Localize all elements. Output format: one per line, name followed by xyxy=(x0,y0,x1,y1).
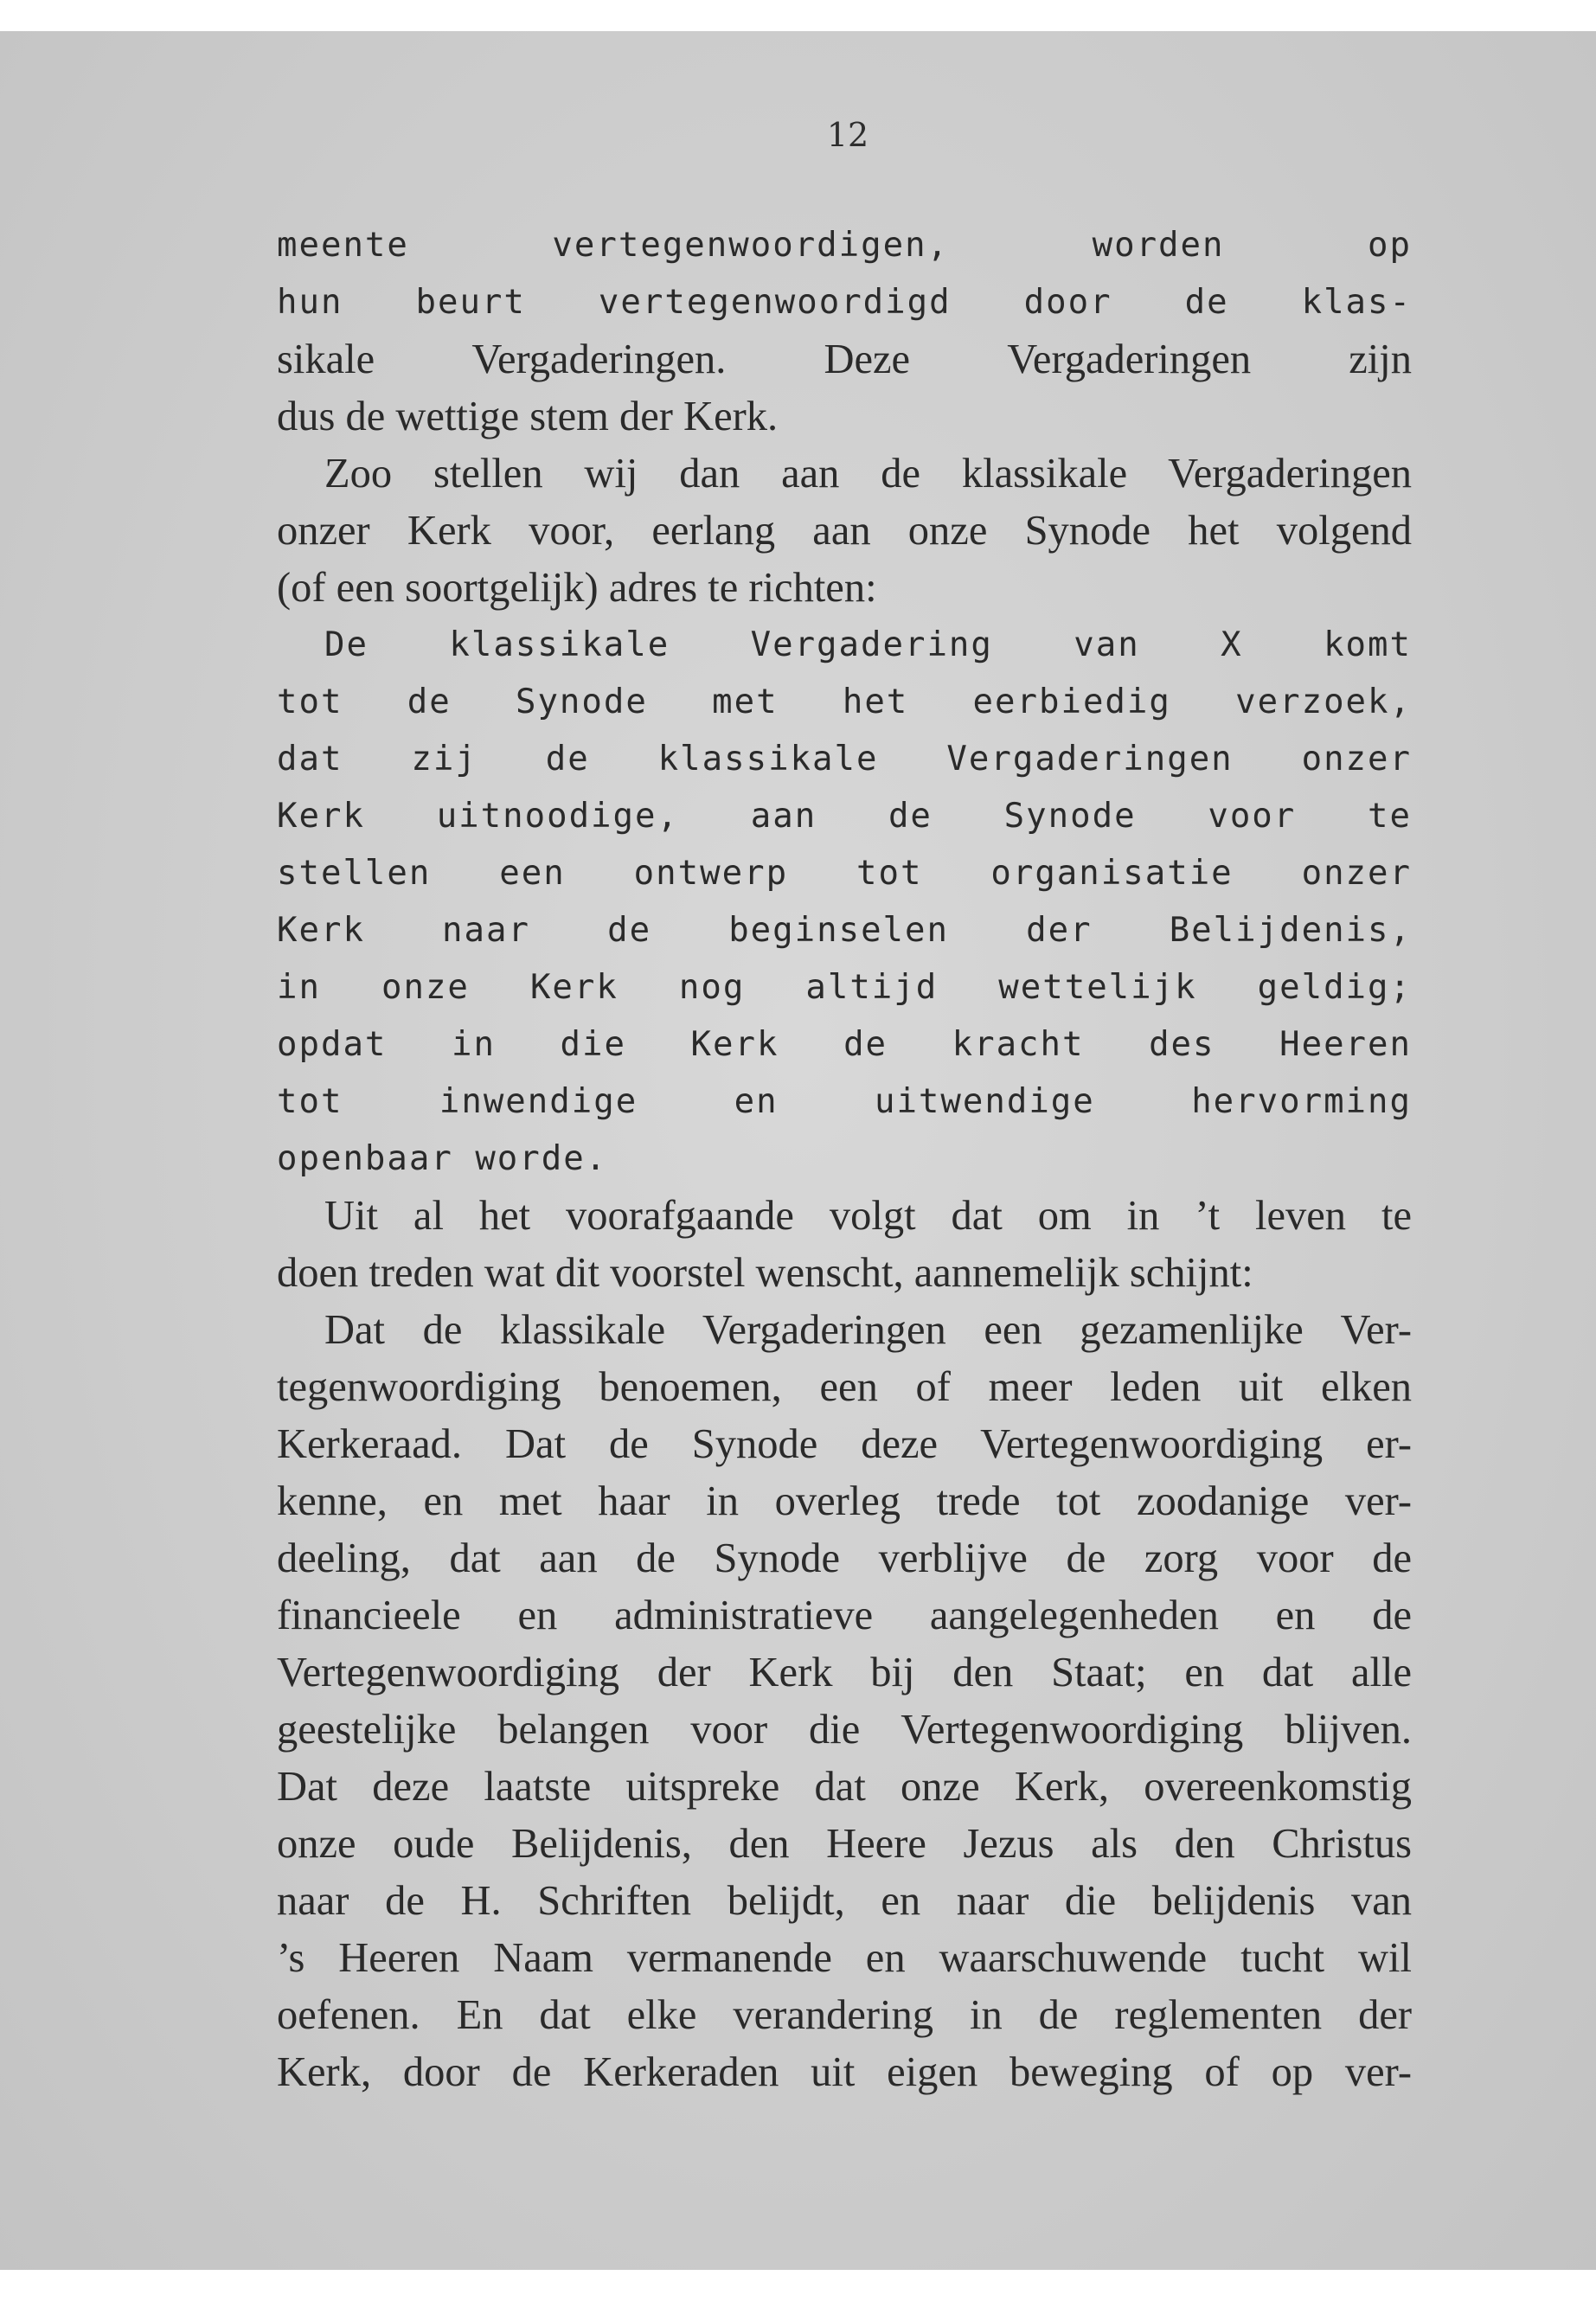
text-line: stellen een ontwerp tot organisatie onzer xyxy=(277,854,1412,893)
text-line: tot inwendige en uitwendige hervorming xyxy=(277,1082,1412,1121)
text-line: Kerk uitnoodige, aan de Synode voor te xyxy=(277,797,1412,836)
page-number: 12 xyxy=(826,116,869,154)
text-line: doen treden wat dit voorstel wenscht, aannemelijk schijnt: xyxy=(277,1250,1253,1296)
text-line: Kerk, door de Kerkeraden uit eigen beweging of op ver- xyxy=(277,2049,1412,2095)
text-line: Dat deze laatste uitspreke dat onze Kerk, overeenkomstig xyxy=(277,1764,1412,1810)
text-line: geestelijke belangen voor die Vertegenwoordiging blijven. xyxy=(277,1707,1412,1753)
text-line: Kerk naar de beginselen der Belijdenis, xyxy=(277,911,1412,950)
text-line: Uit al het voorafgaande volgt dat om in ’t leven te xyxy=(324,1193,1412,1239)
text-line: dus de wettige stem der Kerk. xyxy=(277,394,779,439)
text-line: opdat in die Kerk de kracht des Heeren xyxy=(277,1025,1412,1064)
book-page xyxy=(0,31,1596,2270)
text-line: tegenwoordiging benoemen, een of meer leden uit elken xyxy=(277,1364,1412,1410)
text-line: Zoo stellen wij dan aan de klassikale Vergaderingen xyxy=(324,451,1412,497)
text-line: (of een soortgelijk) adres te richten: xyxy=(277,565,877,611)
text-line: oefenen. En dat elke verandering in de reglementen der xyxy=(277,1992,1412,2038)
text-line: ’s Heeren Naam vermanende en waarschuwende tucht wil xyxy=(277,1935,1412,1981)
text-line: meente vertegenwoordigen, worden op xyxy=(277,226,1412,265)
text-line: naar de H. Schriften belijdt, en naar die belijdenis van xyxy=(277,1878,1412,1924)
text-line: deeling, dat aan de Synode verblijve de zorg voor de xyxy=(277,1535,1412,1581)
text-line: in onze Kerk nog altijd wettelijk geldig; xyxy=(277,968,1412,1007)
text-line: financieele en administratieve aangelegenheden en de xyxy=(277,1593,1412,1638)
text-line: Dat de klassikale Vergaderingen een gezamenlijke Ver- xyxy=(324,1307,1412,1353)
text-line: tot de Synode met het eerbiedig verzoek, xyxy=(277,683,1412,721)
body-text xyxy=(277,217,1412,2101)
text-line: dat zij de klassikale Vergaderingen onzer xyxy=(277,740,1412,779)
text-line: Kerkeraad. Dat de Synode deze Vertegenwoordiging er- xyxy=(277,1421,1412,1467)
text-line: openbaar worde. xyxy=(277,1139,608,1178)
text-line: sikale Vergaderingen. Deze Vergaderingen zijn xyxy=(277,336,1412,382)
text-line: onzer Kerk voor, eerlang aan onze Synode het volgend xyxy=(277,508,1412,554)
text-line: Vertegenwoordiging der Kerk bij den Staat; en dat alle xyxy=(277,1650,1412,1695)
text-line: kenne, en met haar in overleg trede tot zoodanige ver- xyxy=(277,1478,1412,1524)
text-line: De klassikale Vergadering van X komt xyxy=(324,625,1412,664)
text-line: hun beurt vertegenwoordigd door de klas- xyxy=(277,283,1412,322)
text-line: onze oude Belijdenis, den Heere Jezus als den Christus xyxy=(277,1821,1412,1867)
